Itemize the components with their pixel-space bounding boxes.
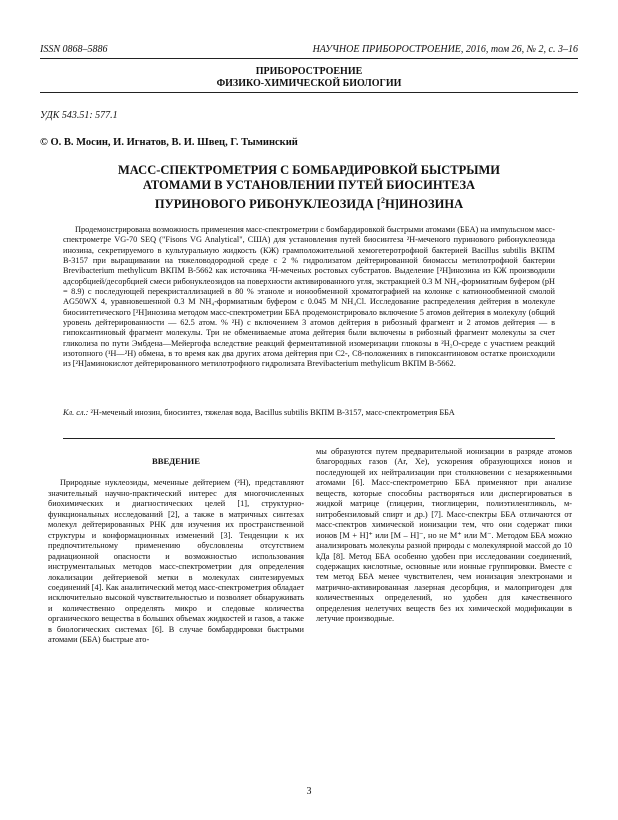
author-names: О. В. Мосин, И. Игнатов, В. И. Швец, Г. Тыминский — [50, 137, 298, 148]
issn: ISSN 0868–5886 — [40, 44, 108, 55]
body-column-left — [48, 456, 304, 646]
copyright-icon: © — [40, 137, 48, 148]
author-list — [40, 137, 298, 148]
section-line-1: ПРИБОРОСТРОЕНИЕ — [255, 66, 363, 77]
title-line-3-start: ПУРИНОВОГО РИБОНУКЛЕОЗИДА [ — [154, 197, 381, 212]
title-line-1: МАСС-СПЕКТРОМЕТРИЯ С БОМБАРДИРОВКОЙ БЫСТРЫМИ — [117, 163, 501, 177]
section-line-2: ФИЗИКО-ХИМИЧЕСКОЙ БИОЛОГИИ — [216, 78, 402, 89]
intro-paragraph-left: Природные нуклеозиды, меченные дейтерием (²H), представляют значительный научно-практический интерес для многочисленных биохимических и диагностических целей [1], структурно-функциональных исследований [2], а также в матричных синтезах молекул дейтерированных РНК для изучения их пространственной структуры и конформационных изменений [3]. Тенденции к их предпочтительному применению обусловлены отсутствием радиационной опасности и возможностью использования инструментальных методов масс-спектрометрии для определения локализации дейтериевой метки в молекулах синтезируемых соединений [4]. Как аналитический метод масс-спектрометрия обладает исключительно высокой чувствительностью и позволяет обнаруживать и количественно определять микро и следовые количества органического вещества в больших объемах жидкостей и газов, а также в биологических системах [6]. В случае бомбардировки быстрыми атомами (ББА) быстрые ато- — [48, 478, 304, 645]
title-line-2: АТОМАМИ В УСТАНОВЛЕНИИ ПУТЕЙ БИОСИНТЕЗА — [142, 178, 476, 192]
page-number: 3 — [306, 786, 312, 797]
header-rule — [40, 58, 578, 59]
journal-citation: НАУЧНОЕ ПРИБОРОСТРОЕНИЕ, 2016, том 26, № 2, c. 3–16 — [312, 44, 578, 55]
body-column-right — [316, 447, 572, 625]
title-superscript: 2 — [380, 196, 385, 205]
udk-code: УДК 543.51: 577.1 — [40, 110, 118, 121]
abstract: Продемонстрирована возможность применения масс-спектрометрии с бомбардировкой быстрыми атомами (ББА) на импульсном масс-спектрометре VG-70 SEQ ("Fisons VG Analytical", США) для установления путей биосинтеза ²H-меченого пуринового рибонуклеозида инозина, секретируемого в культуральную жидкость (КЖ) грамположительной хемогетеротрофной бактерией Bacillus subtilis ВКПМ В-3157 при выращивании на тяжеловодородной среде с 2 % гидролизатом дейтерированной биомассы метилотрофной бактерии Brevibacterium methylicum ВКПМ В-5662 как источника ²H-меченых ростовых субстратов. Выделение [²H]инозина из КЖ производили адсорбцией/десорбцией смеси рибонуклеозидов на поверхности активированного угля, экстракцией 0.3 M NH₄-формиатным буфером (pH = 8.9) с последующей перекристаллизацией в 80 % этаноле и ионообменной хроматографией на колонке с катионообменной смолой AG50WX 4, уравновешенной 0.3 M NH₄-формиатным буфером с 0.045 M NH₄Cl. Исследование распределения дейтерия в молекуле биосинтетического [²H]инозина методом масс-спектрометрии ББА продемонстрировало включение 5 атомов дейтерия в молекулу (общий уровень дейтерированности — 62.5 атом. % ²H) с включением 3 атомов дейтерия в рибозный фрагмент и 2 атомов дейтерия — в гипоксантиновый фрагмент молекулы. Три не обмениваемые атома дейтерия были включены в рибозный фрагмент молекулы за счет гликолиза по пути Эмбдена—Мейергофа вследствие реакций ферментативной изомеризации глюкозы в ²H₂O-среде с участием реакций изотопного (¹H—²H) обмена, в то время как два других атома дейтерия при C2-, C8-положениях в гипоксантиновом остатке происходили из [²H]аминокислот дейтерированного метилотрофного гидролизата Brevibacterium methylicum ВКПМ В-5662. — [63, 225, 555, 369]
keywords-text: ²H-меченый инозин, биосинтез, тяжелая вода, Bacillus subtilis ВКПМ В-3157, масс-спектрометрия ББА — [90, 408, 455, 417]
section-rule — [40, 92, 578, 93]
title-line-3-end: H]ИНОЗИНА — [384, 197, 464, 212]
keywords-rule — [63, 438, 555, 439]
article-title — [70, 163, 548, 212]
intro-heading: ВВЕДЕНИЕ — [152, 456, 200, 466]
title-line-3 — [70, 193, 548, 212]
keywords-label: Кл. сл.: — [63, 408, 89, 417]
intro-paragraph-right: мы образуются путем предварительной ионизации в разряде атомов благородных газов (Ar, Xe), ускорения образующихся ионов и последующей их нейтрализации при столкновении с незаряженными атомами [6]. Масс-спектрометрию ББА применяют при анализе веществ, которые способны растворяться или диспергироваться в жидкой матрице (глицерин, тиоглицерин, полиэтиленгликоль, м-нитробензиловый спирт и др.) [7]. Масс-спектры ББА отличаются от масс-спектров химической ионизации тем, что они содержат пики ионов [M + H]⁺ или [M – H]⁻, но не M⁺ или M⁻. Методом ББА можно анализировать молекулы разной природы с молекулярной массой до 10 kДа [8]. Метод ББА особенно удобен при исследовании соединений, содержащих кислотные, основные или ионные группировки. Вместе с тем метод ББА менее чувствителен, чем ионизация электронами и матрично-активированная лазерная десорбция, и малопригоден для количественных определений, но удобен для качественного определения нелетучих веществ без их химической модификации в летучие производные. — [316, 447, 572, 624]
keywords — [63, 408, 555, 419]
journal-section — [0, 66, 618, 90]
running-header — [40, 44, 578, 55]
